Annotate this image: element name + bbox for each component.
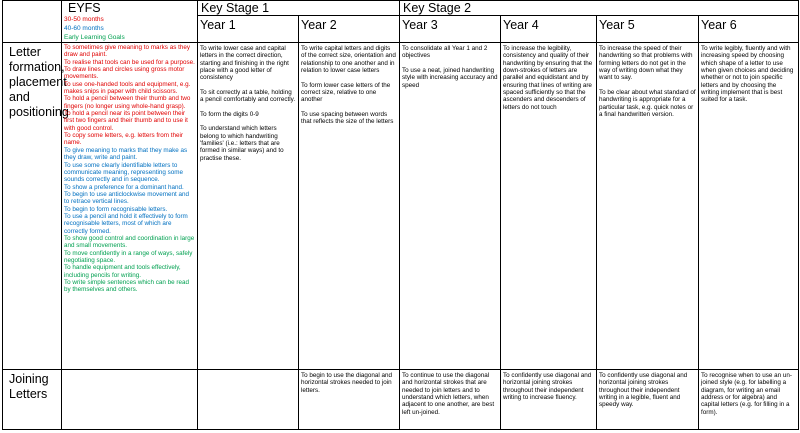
year-2-joining-letters-cell	[299, 370, 400, 430]
year-1-letter-formation-cell	[198, 43, 299, 370]
eyfs-objective: To use a pencil and hold it effectively to form recognisable letters, most of which are correctly formed.	[64, 212, 188, 235]
eyfs-objective: To write simple sentences which can be read by themselves and others.	[64, 279, 189, 294]
eyfs-title: EYFS	[68, 1, 101, 15]
eyfs-objective: To show a preference for a dominant hand.	[64, 183, 184, 191]
eyfs-objective: To hold a pencil near its point between their first two fingers and their thumb and to use it with good control.	[64, 110, 188, 132]
year-4-joining-letters-cell	[501, 370, 597, 430]
year-header-1: Year 1	[198, 16, 299, 43]
year-objective: To use spacing between words that reflects the size of the letters	[301, 110, 394, 126]
year-header-4: Year 4	[501, 16, 597, 43]
year-objective: To confidently use diagonal and horizontal joining strokes throughout their independent writing in a legible, fluent and speedy way.	[599, 372, 688, 409]
year-6-joining-letters-cell	[699, 370, 799, 430]
legend-item: 40-60 months	[64, 25, 104, 32]
row-label-letter-formation: Letter formation, placement and positioning	[3, 43, 62, 370]
eyfs-objective: To begin to use anticlockwise movement and to retrace vertical lines.	[64, 190, 189, 206]
eyfs-objective: To begin to form recognisable letters.	[64, 205, 168, 213]
joining-letters-row	[3, 370, 799, 430]
year-objective: To begin to use the diagonal and horizontal strokes needed to join letters.	[301, 372, 393, 394]
eyfs-letter-formation-cell	[62, 43, 198, 370]
year-objective: To form the digits 0-9	[200, 110, 259, 118]
year-objective: To form lower case letters of the correct size, relative to one another	[301, 81, 391, 104]
year-objective: To confidently use diagonal and horizontal joining strokes throughout their independent writing to increase fluency.	[503, 372, 592, 402]
year-objective: To consolidate all Year 1 and 2 objectives	[402, 45, 488, 60]
year-header-3: Year 3	[400, 16, 501, 43]
year-objective: To increase the speed of their handwriting so that problems with forming letters do not get in the way of writing down what they want to say.	[599, 45, 693, 82]
eyfs-objective: To realise that tools can be used for a purpose.	[64, 58, 195, 66]
year-5-joining-letters-cell	[597, 370, 699, 430]
eyfs-objective: To use one-handed tools and equipment, e.g. makes snips in paper with child scissors.	[64, 80, 191, 96]
year-objective: To be clear about what standard of handwriting is appropriate for a particular task, e.g. quick notes or a final handwritten version.	[599, 88, 696, 118]
key-stage-header-row	[3, 1, 799, 16]
legend-item: 30-50 months	[64, 16, 104, 23]
year-3-letter-formation-cell	[400, 43, 501, 370]
year-objective: To write lower case and capital letters in the correct direction, starting and finishing in the right place with a good letter of consistency	[200, 45, 289, 82]
row-label-joining-letters: Joining Letters	[3, 370, 62, 430]
eyfs-objective: To give meaning to marks that they make as they draw, write and paint.	[64, 146, 188, 162]
corner-cell	[3, 1, 62, 43]
eyfs-objective: To sometimes give meaning to marks as they draw and paint.	[64, 44, 190, 59]
handwriting-progression-table	[2, 0, 799, 430]
year-objective: To sit correctly at a table, holding a pencil comfortably and correctly.	[200, 88, 296, 104]
year-objective: To continue to use the diagonal and horizontal strokes that are needed to join letters and to understand which letters, when adjacent to one another, are best left un-joined.	[402, 372, 495, 416]
year-1-joining-letters-cell	[198, 370, 299, 430]
age-band-legend	[64, 15, 195, 42]
year-5-letter-formation-cell	[597, 43, 699, 370]
year-4-letter-formation-cell	[501, 43, 597, 370]
legend-item: Early Learning Goals	[64, 34, 125, 41]
year-objective: To increase the legibility, consistency and quality of their handwriting by ensuring that the down-strokes of letters are parallel and equidistant and by ensuring that lines of writing are spaced sufficiently so that the ascenders and descenders of letters do not touch	[503, 45, 593, 111]
year-objective: To write legibly, fluently and with increasing speed by choosing which shape of a letter to use when given choices and deciding whether or not to join specific letters and by choosing the writing implement that is best suited for a task.	[701, 45, 794, 104]
year-header-5: Year 5	[597, 16, 699, 43]
eyfs-objective: To move confidently in a range of ways, safely negotiating space.	[64, 249, 193, 264]
key-stage-2-header: Key Stage 2	[400, 1, 799, 16]
eyfs-joining-letters-cell	[62, 370, 198, 430]
eyfs-objective: To copy some letters, e.g. letters from their name.	[64, 132, 183, 147]
year-2-letter-formation-cell	[299, 43, 400, 370]
eyfs-objective: To hold a pencil between their thumb and two fingers (no longer using whole-hand grasp).	[64, 95, 191, 110]
eyfs-objective: To use some clearly identifiable letters to communicate meaning, representing some sounds correctly and in sequence.	[64, 161, 184, 184]
eyfs-objective: To show good control and coordination in large and small movements.	[64, 234, 195, 250]
year-header-2: Year 2	[299, 16, 400, 43]
year-objective: To write capital letters and digits of the correct size, orientation and relationship to one another and in relation to lower case letters	[301, 45, 396, 75]
eyfs-header-cell	[62, 1, 198, 43]
key-stage-1-header: Key Stage 1	[198, 1, 400, 16]
year-6-letter-formation-cell	[699, 43, 799, 370]
eyfs-objective: To handle equipment and tools effectively, including pencils for writing.	[64, 264, 181, 279]
year-objective: To understand which letters belong to which handwriting 'families' (i.e.: letters that are formed in similar ways) and to practise these.	[200, 125, 284, 162]
year-header-6: Year 6	[699, 16, 799, 43]
year-3-joining-letters-cell	[400, 370, 501, 430]
letter-formation-row	[3, 43, 799, 370]
eyfs-objective: To draw lines and circles using gross motor movements.	[64, 66, 185, 81]
year-objective: To use a neat, joined handwriting style with increasing accuracy and speed	[402, 66, 498, 89]
year-objective: To recognise when to use an un-joined style (e.g. for labelling a diagram, for writing an email address or for algebra) and capital letters (e.g. for filling in a form).	[701, 372, 793, 416]
